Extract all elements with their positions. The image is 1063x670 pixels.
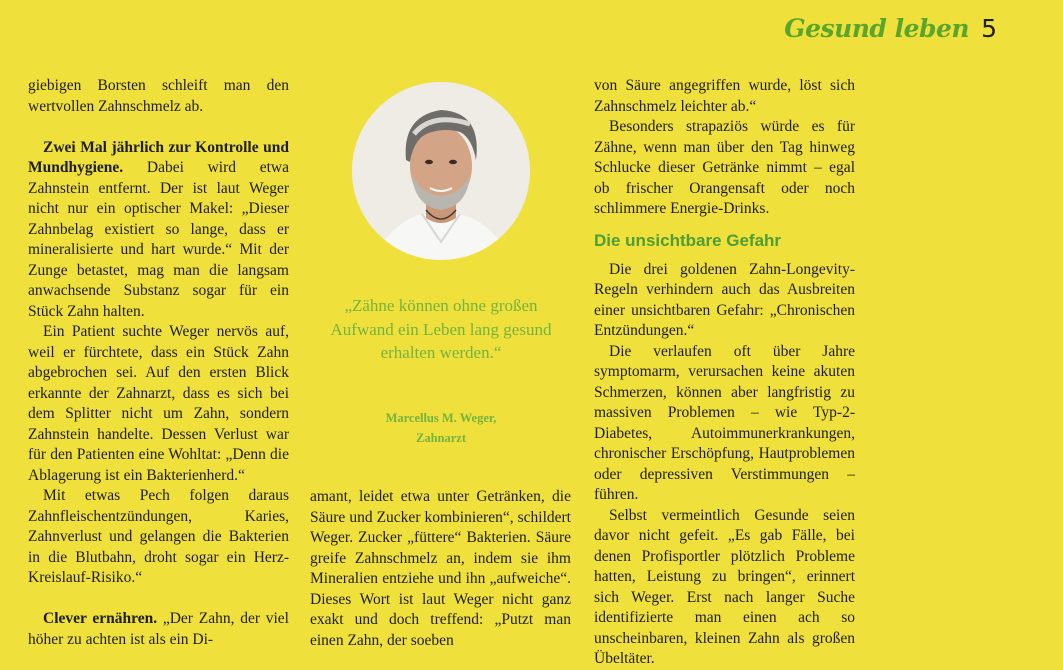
column-left: [28, 76, 289, 650]
paragraph: Die verlaufen oft über Jahre symptomarm, verursachen keine akuten Schmerzen, können aber langfristig zu massiven Problemen – wie Typ-2-Diabetes, Autoimmunerkrankungen, chronischer Erschöpfung, Hautproblemen oder depressiven Verstimmungen – führen.: [594, 342, 855, 503]
paragraph: [28, 138, 289, 323]
column-right: [594, 76, 855, 670]
paragraph: [28, 609, 289, 650]
subheading: Die unsichtbare Gefahr: [594, 230, 782, 250]
portrait-image: [352, 82, 530, 260]
author-role: Zahnarzt: [416, 431, 466, 445]
paragraph: giebigen Borsten schleift man den wertvollen Zahnschmelz ab.: [28, 77, 289, 115]
page-header: [784, 14, 997, 43]
paragraph: von Säure angegriffen wurde, löst sich Zahnschmelz leichter ab.“: [594, 77, 855, 115]
paragraph-body: Dabei wird etwa Zahnstein entfernt. Der ist laut Weger nicht nur ein optischer Makel: „Dieser Zahnbelag existiert so lange, dass er mineralisierte und hart wurde.“ Mit der Zunge betastet, mag man die langsam anwachsende Substanz sogar für ein Stück Zahn halten.: [28, 159, 289, 320]
paragraph: Selbst vermeintlich Gesunde seien davor nicht gefeit. „Es gab Fälle, bei denen Profisportler plötzlich Probleme hatten, Leistung zu bringen“, erinnert sich Weger. Erst nach langer Suche identifizierte man einen ach so unscheinbaren, kleinen Zahn als großen Übeltäter.: [594, 506, 855, 667]
paragraph: Ein Patient suchte Weger nervös auf, weil er fürchtete, dass ein Stück Zahn abgebrochen sei. Auf den ersten Blick erkannte der Zahnarzt, dass es sich bei dem Splitter nicht um Zahn, sondern Zahnstein handelte. Dessen Verlust war für den Patienten eine Wohltat: „Denn die Ablagerung ist ein Bakterienherd.“: [28, 323, 289, 484]
author-name: Marcellus M. Weger,: [385, 411, 497, 425]
page-number: 5: [981, 14, 997, 43]
paragraph-body: „Der Zahn, der viel höher zu achten ist als ein Di-: [28, 610, 289, 648]
column-middle: [310, 487, 571, 651]
paragraph: Besonders strapaziös würde es für Zähne, wenn man über den Tag hinweg Schlucke dieser Getränke nimmt – egal ob frischer Orangensaft oder noch schlimmere Energie-Drinks.: [594, 118, 855, 217]
section-title: Gesund leben: [784, 14, 970, 43]
pull-quote: „Zähne können ohne großen Aufwand ein Leben lang gesund erhalten werden.“: [330, 296, 552, 362]
pull-quote-attribution: [330, 408, 552, 448]
paragraph-lead: Clever ernähren.: [43, 610, 158, 627]
paragraph: Mit etwas Pech folgen daraus Zahnfleischentzündungen, Karies, Zahnverlust und gelangen die Bakterien in die Blutbahn, droht sogar ein Herz-Kreislauf-Risiko.“: [28, 487, 289, 586]
paragraph-lead: Zwei Mal jährlich zur Kontrolle und Mundhygiene.: [28, 138, 289, 176]
author-portrait: [352, 82, 530, 260]
paragraph: amant, leidet etwa unter Getränken, die Säure und Zucker kombinieren“, schildert Weger. Zucker „füttere“ Bakterien. Säure greife Zahnschmelz an, indem sie ihm Mineralien entziehe und ihn „aufweiche“. Dieses Wort ist laut Weger nicht ganz exakt und doch treffend: „Putzt man einen Zahn, der soeben: [310, 488, 571, 649]
paragraph: Die drei goldenen Zahn-Longevity-Regeln verhindern auch das Ausbreiten einer unsichtbaren Gefahr: „Chronischen Entzündungen.“: [594, 260, 855, 339]
